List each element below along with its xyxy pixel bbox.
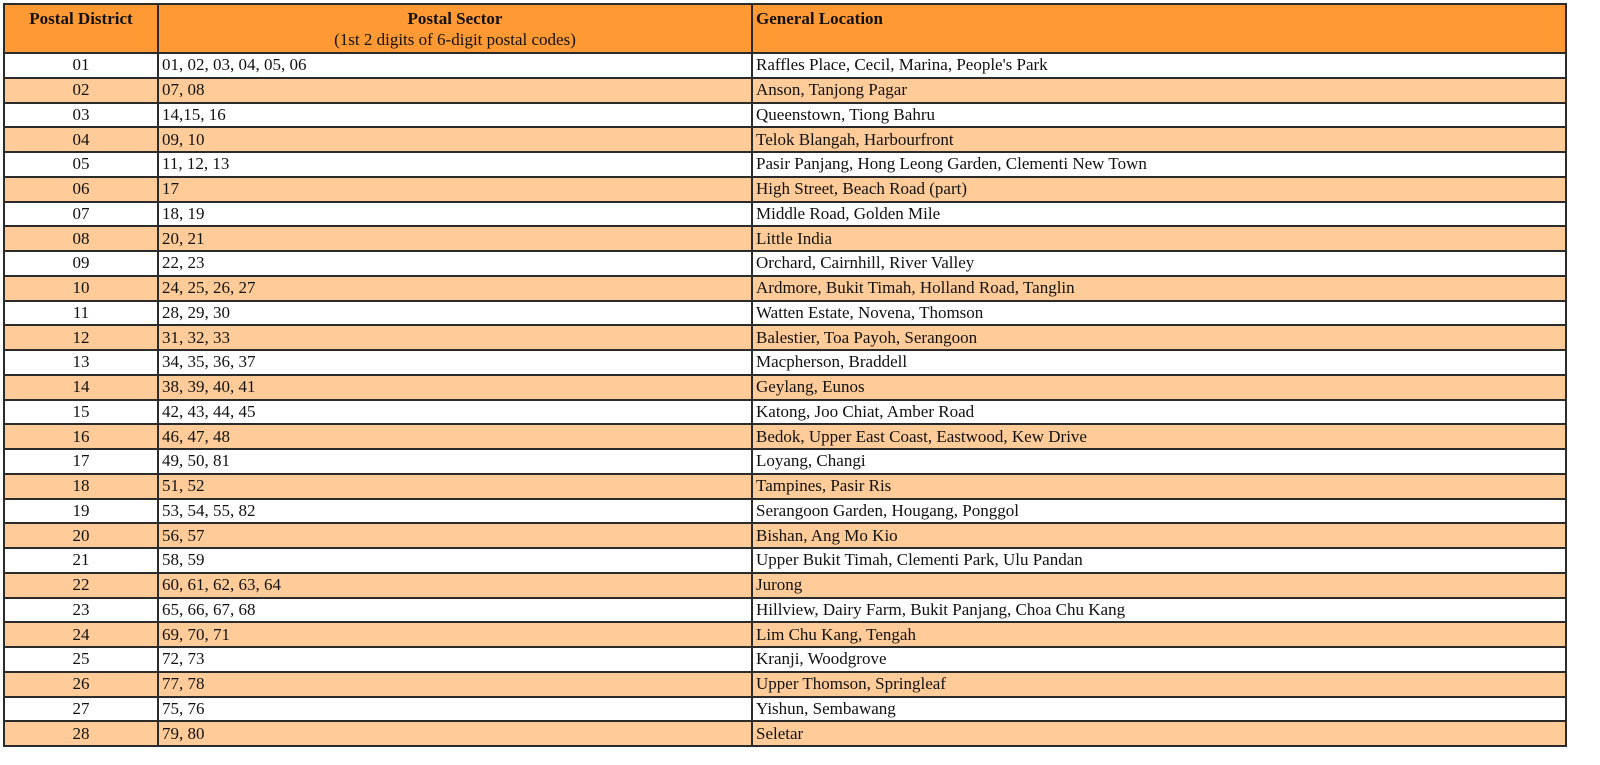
cell-postal-district: 08	[4, 226, 158, 251]
cell-postal-district: 24	[4, 622, 158, 647]
cell-postal-district: 27	[4, 697, 158, 722]
cell-general-location: Seletar	[752, 721, 1566, 746]
table-row	[4, 647, 1566, 672]
cell-general-location: Serangoon Garden, Hougang, Ponggol	[752, 499, 1566, 524]
cell-postal-district: 14	[4, 375, 158, 400]
table-row	[4, 400, 1566, 425]
cell-postal-district: 21	[4, 548, 158, 573]
cell-general-location: Jurong	[752, 573, 1566, 598]
postal-district-table	[3, 3, 1567, 747]
table-row	[4, 350, 1566, 375]
table-row	[4, 672, 1566, 697]
cell-postal-sector: 46, 47, 48	[158, 424, 752, 449]
cell-postal-district: 06	[4, 177, 158, 202]
cell-general-location: Upper Bukit Timah, Clementi Park, Ulu Pandan	[752, 548, 1566, 573]
cell-postal-district: 09	[4, 251, 158, 276]
table-row	[4, 375, 1566, 400]
cell-postal-sector: 65, 66, 67, 68	[158, 598, 752, 623]
table-row	[4, 499, 1566, 524]
cell-postal-district: 11	[4, 301, 158, 326]
cell-postal-sector: 14,15, 16	[158, 103, 752, 128]
cell-general-location: Macpherson, Braddell	[752, 350, 1566, 375]
cell-general-location: Loyang, Changi	[752, 449, 1566, 474]
cell-postal-district: 22	[4, 573, 158, 598]
cell-postal-sector: 17	[158, 177, 752, 202]
table-row	[4, 177, 1566, 202]
cell-postal-district: 15	[4, 400, 158, 425]
cell-postal-sector: 77, 78	[158, 672, 752, 697]
cell-postal-sector: 34, 35, 36, 37	[158, 350, 752, 375]
header-general-location	[752, 4, 1566, 53]
cell-postal-sector: 69, 70, 71	[158, 622, 752, 647]
cell-postal-sector: 42, 43, 44, 45	[158, 400, 752, 425]
cell-postal-district: 20	[4, 523, 158, 548]
table-row	[4, 622, 1566, 647]
table-row	[4, 523, 1566, 548]
header-general-location-label: General Location	[756, 9, 884, 28]
cell-general-location: Kranji, Woodgrove	[752, 647, 1566, 672]
table-row	[4, 721, 1566, 746]
table-row	[4, 548, 1566, 573]
cell-general-location: Middle Road, Golden Mile	[752, 202, 1566, 227]
table-row	[4, 202, 1566, 227]
cell-general-location: Yishun, Sembawang	[752, 697, 1566, 722]
cell-general-location: Hillview, Dairy Farm, Bukit Panjang, Choa Chu Kang	[752, 598, 1566, 623]
table-row	[4, 325, 1566, 350]
header-postal-district-label: Postal District	[29, 9, 133, 28]
table-row	[4, 573, 1566, 598]
cell-postal-sector: 56, 57	[158, 523, 752, 548]
header-postal-sector-note: (1st 2 digits of 6-digit postal codes)	[334, 30, 576, 49]
cell-postal-district: 28	[4, 721, 158, 746]
table-header	[4, 4, 1566, 53]
table-row	[4, 276, 1566, 301]
cell-postal-sector: 01, 02, 03, 04, 05, 06	[158, 53, 752, 78]
cell-postal-district: 23	[4, 598, 158, 623]
header-postal-district	[4, 4, 158, 53]
cell-general-location: Telok Blangah, Harbourfront	[752, 127, 1566, 152]
cell-postal-district: 13	[4, 350, 158, 375]
cell-general-location: Upper Thomson, Springleaf	[752, 672, 1566, 697]
table-row	[4, 697, 1566, 722]
table-row	[4, 127, 1566, 152]
cell-general-location: Raffles Place, Cecil, Marina, People's Park	[752, 53, 1566, 78]
cell-postal-sector: 58, 59	[158, 548, 752, 573]
cell-postal-district: 26	[4, 672, 158, 697]
cell-postal-district: 17	[4, 449, 158, 474]
cell-postal-district: 03	[4, 103, 158, 128]
cell-general-location: Pasir Panjang, Hong Leong Garden, Clementi New Town	[752, 152, 1566, 177]
cell-general-location: Geylang, Eunos	[752, 375, 1566, 400]
cell-postal-sector: 60, 61, 62, 63, 64	[158, 573, 752, 598]
cell-postal-district: 04	[4, 127, 158, 152]
cell-general-location: Bedok, Upper East Coast, Eastwood, Kew Drive	[752, 424, 1566, 449]
cell-general-location: Tampines, Pasir Ris	[752, 474, 1566, 499]
cell-postal-district: 12	[4, 325, 158, 350]
cell-postal-sector: 31, 32, 33	[158, 325, 752, 350]
cell-general-location: Queenstown, Tiong Bahru	[752, 103, 1566, 128]
table-row	[4, 103, 1566, 128]
table-row	[4, 152, 1566, 177]
cell-postal-district: 25	[4, 647, 158, 672]
cell-postal-sector: 09, 10	[158, 127, 752, 152]
cell-postal-sector: 72, 73	[158, 647, 752, 672]
header-postal-sector	[158, 4, 752, 53]
cell-general-location: Katong, Joo Chiat, Amber Road	[752, 400, 1566, 425]
cell-postal-district: 10	[4, 276, 158, 301]
table-row	[4, 598, 1566, 623]
table-row	[4, 78, 1566, 103]
cell-postal-sector: 49, 50, 81	[158, 449, 752, 474]
table-row	[4, 424, 1566, 449]
cell-general-location: Watten Estate, Novena, Thomson	[752, 301, 1566, 326]
cell-postal-district: 18	[4, 474, 158, 499]
cell-general-location: Lim Chu Kang, Tengah	[752, 622, 1566, 647]
table-row	[4, 449, 1566, 474]
cell-general-location: Orchard, Cairnhill, River Valley	[752, 251, 1566, 276]
cell-general-location: Anson, Tanjong Pagar	[752, 78, 1566, 103]
cell-postal-sector: 18, 19	[158, 202, 752, 227]
cell-postal-sector: 53, 54, 55, 82	[158, 499, 752, 524]
cell-general-location: Bishan, Ang Mo Kio	[752, 523, 1566, 548]
table-row	[4, 226, 1566, 251]
cell-general-location: Balestier, Toa Payoh, Serangoon	[752, 325, 1566, 350]
table-row	[4, 53, 1566, 78]
table-row	[4, 251, 1566, 276]
header-row	[4, 4, 1566, 53]
cell-postal-sector: 07, 08	[158, 78, 752, 103]
table-row	[4, 301, 1566, 326]
cell-postal-sector: 75, 76	[158, 697, 752, 722]
cell-general-location: Little India	[752, 226, 1566, 251]
cell-general-location: Ardmore, Bukit Timah, Holland Road, Tanglin	[752, 276, 1566, 301]
table-row	[4, 474, 1566, 499]
cell-postal-sector: 28, 29, 30	[158, 301, 752, 326]
cell-postal-district: 01	[4, 53, 158, 78]
cell-general-location: High Street, Beach Road (part)	[752, 177, 1566, 202]
postal-district-table-container	[3, 3, 1567, 747]
cell-postal-district: 19	[4, 499, 158, 524]
cell-postal-district: 16	[4, 424, 158, 449]
header-postal-sector-label: Postal Sector	[407, 9, 503, 28]
cell-postal-district: 07	[4, 202, 158, 227]
cell-postal-sector: 79, 80	[158, 721, 752, 746]
cell-postal-sector: 38, 39, 40, 41	[158, 375, 752, 400]
cell-postal-sector: 11, 12, 13	[158, 152, 752, 177]
cell-postal-sector: 20, 21	[158, 226, 752, 251]
cell-postal-sector: 22, 23	[158, 251, 752, 276]
cell-postal-sector: 24, 25, 26, 27	[158, 276, 752, 301]
cell-postal-sector: 51, 52	[158, 474, 752, 499]
cell-postal-district: 05	[4, 152, 158, 177]
table-body	[4, 53, 1566, 746]
cell-postal-district: 02	[4, 78, 158, 103]
